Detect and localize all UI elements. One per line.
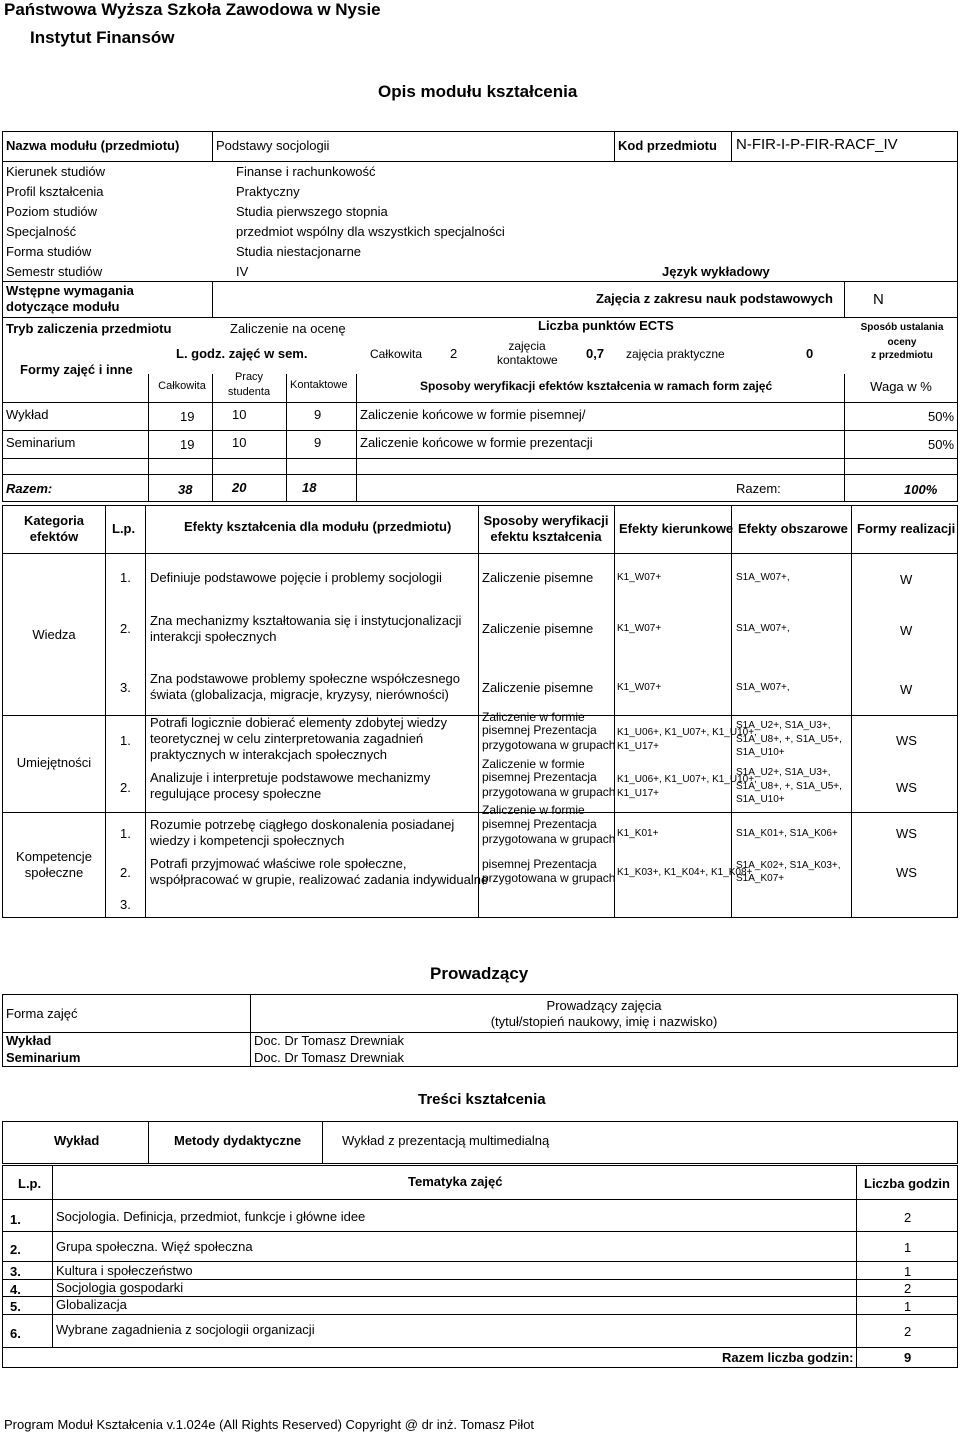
outcome-text-line1: Potrafi logicznie dobierać elementy zdobytej wiedzy	[150, 715, 447, 730]
semester-label: Semestr studiów	[6, 264, 103, 279]
topic-hours: 2	[904, 1324, 912, 1339]
methods-label: Metody dydaktyczne	[174, 1133, 302, 1148]
outcome-area-line1: S1A_K02+, S1A_K03+,	[736, 860, 841, 871]
class-work: 10	[232, 435, 247, 450]
grading-method-label-line3: z przedmiotu	[871, 350, 933, 361]
prerequisites-label-line2: dotyczące modułu	[6, 299, 120, 314]
topic-lp-header: L.p.	[18, 1176, 42, 1191]
outcome-text-line1: Potrafi przyjmować właściwe role społeczne,	[150, 856, 407, 871]
outcome-program: K1_W07+	[617, 682, 662, 693]
class-contact: 9	[314, 435, 322, 450]
outcome-lp: 3.	[120, 680, 131, 695]
area-effects-header: Efekty obszarowe	[738, 521, 848, 536]
outcome-area: S1A_K01+, S1A_K06+	[736, 828, 838, 839]
outcome-lp: 1.	[120, 733, 131, 748]
topic-lp: 2.	[10, 1242, 21, 1257]
outcome-verification-line3: przygotowana w grupach	[482, 832, 616, 846]
sum-contact: 18	[302, 480, 317, 495]
sum-label-2: Razem:	[736, 481, 781, 496]
outcome-lp: 1.	[120, 570, 131, 585]
class-forms-label: Formy zajęć i inne	[20, 362, 133, 377]
language-label: Język wykładowy	[662, 264, 770, 279]
category-header-line2: efektów	[29, 529, 79, 544]
sum-label: Razem:	[6, 481, 53, 496]
outcome-area-line1: S1A_U2+, S1A_U3+,	[736, 767, 831, 778]
school-name: Państwowa Wyższa Szkoła Zawodowa w Nysie	[4, 0, 381, 19]
study-form-label: Forma studiów	[6, 244, 92, 259]
practical-label: zajęcia praktyczne	[626, 347, 725, 361]
outcome-verification-line2: przygotowana w grupach	[482, 871, 616, 885]
outcome-text: Definiuje podstawowe pojęcie i problemy socjologii	[150, 570, 442, 585]
topic-hours: 1	[904, 1299, 912, 1314]
prerequisites-label-line1: Wstępne wymagania	[6, 283, 134, 298]
methods-value: Wykład z prezentacją multimedialną	[342, 1133, 550, 1148]
ects-total-label: Całkowita	[370, 347, 423, 361]
teacher-header-line1: Prowadzący zajęcia	[546, 998, 662, 1013]
specialty-label: Specjalność	[6, 224, 77, 239]
category-header-line1: Kategoria	[24, 513, 84, 528]
outcome-area-line2: S1A_K07+	[736, 873, 785, 884]
topic-hours-header: Liczba godzin	[864, 1176, 950, 1191]
topic-text: Wybrane zagadnienia z socjologii organizacji	[56, 1322, 315, 1337]
col-work-label-line1: Pracy	[234, 371, 264, 383]
weight-label: Waga w %	[870, 379, 932, 394]
outcome-text-line2: świata (globalizacja, migracje, kryzysy, nierówności)	[150, 687, 449, 702]
grading-method-label-line2: oceny	[887, 337, 917, 348]
col-work-label-line2: studenta	[227, 386, 271, 398]
outcome-verification-line1: Zaliczenie w formie	[482, 757, 585, 771]
topic-hours: 1	[904, 1240, 912, 1255]
topic-lp: 5.	[10, 1299, 21, 1314]
contact-label-line1: zajęcia	[508, 339, 546, 353]
class-contact: 9	[314, 407, 322, 422]
outcome-program-line1: K1_U06+, K1_U07+, K1_U10+,	[617, 774, 757, 785]
topic-lp: 1.	[10, 1212, 21, 1227]
study-form-value: Studia niestacjonarne	[236, 244, 362, 259]
ects-label: Liczba punktów ECTS	[538, 318, 674, 333]
class-total: 19	[180, 437, 195, 452]
basic-sciences-label: Zajęcia z zakresu nauk podstawowych	[596, 291, 833, 306]
specialty-value: przedmiot wspólny dla wszystkich specjalności	[236, 224, 505, 239]
topic-lp: 3.	[10, 1264, 21, 1279]
outcome-lp: 3.	[120, 897, 131, 912]
outcome-area-line3: S1A_U10+	[736, 794, 785, 805]
outcome-lp: 2.	[120, 621, 131, 636]
category-competences-line1: Kompetencje	[16, 849, 92, 864]
category-skills: Umiejętności	[16, 755, 92, 770]
class-work: 10	[232, 407, 247, 422]
assessment-mode-label: Tryb zaliczenia przedmiotu	[6, 321, 172, 336]
topic-text: Globalizacja	[56, 1297, 127, 1312]
col-total-label: Całkowita	[158, 380, 206, 392]
outcome-lp: 2.	[120, 865, 131, 880]
document-title: Opis modułu kształcenia	[378, 82, 578, 101]
outcome-area-line2: S1A_U8+, +, S1A_U5+,	[736, 781, 842, 792]
teacher-header-line2: (tytuł/stopień naukowy, imię i nazwisko)	[490, 1014, 718, 1029]
outcome-program-line2: K1_U17+	[617, 788, 659, 799]
class-name: Seminarium	[6, 435, 76, 450]
hours-sum-label: Razem liczba godzin:	[722, 1350, 854, 1365]
category-knowledge: Wiedza	[32, 627, 76, 642]
outcome-verification-line2: pisemnej Prezentacja	[482, 770, 597, 784]
outcome-verification-line1: Zaliczenie w formie	[482, 710, 585, 724]
outcome-area: S1A_W07+,	[736, 682, 790, 693]
module-name-label: Nazwa modułu (przedmiotu)	[6, 138, 180, 153]
topic-text: Socjologia. Definicja, przedmiot, funkcje i główne idee	[56, 1209, 366, 1224]
class-total: 19	[180, 409, 195, 424]
topic-hours: 2	[904, 1281, 912, 1296]
outcome-verification-line2: pisemnej Prezentacja	[482, 817, 597, 831]
teacher-name: Doc. Dr Tomasz Drewniak	[254, 1033, 405, 1048]
outcome-text-line3: praktycznych w interakcjach społecznych	[150, 747, 387, 762]
field-label: Kierunek studiów	[6, 164, 105, 179]
level-label: Poziom studiów	[6, 204, 98, 219]
teacher-form: Wykład	[6, 1033, 52, 1048]
outcome-text-line1: Rozumie potrzebę ciągłego doskonalenia posiadanej	[150, 817, 455, 832]
outcome-verification: Zaliczenie pisemne	[482, 680, 594, 695]
outcome-form: WS	[896, 733, 917, 748]
level-value: Studia pierwszego stopnia	[236, 204, 388, 219]
outcome-verification-line2: pisemnej Prezentacja	[482, 723, 597, 737]
class-weight: 50%	[928, 409, 955, 424]
category-competences-line2: społeczne	[24, 865, 84, 880]
outcome-program: K1_K03+, K1_K04+, K1_K08+	[617, 867, 753, 878]
topic-hours: 1	[904, 1264, 912, 1279]
institute-name: Instytut Finansów	[30, 28, 175, 47]
outcome-text-line2: teoretycznej w celu zinterpretowania zagadnień	[150, 731, 424, 746]
teacher-form-header: Forma zajęć	[6, 1006, 78, 1021]
hours-label: L. godz. zajęć w sem.	[176, 346, 308, 361]
verification-header: Sposoby weryfikacji efektów kształcenia w ramach form zajęć	[420, 379, 773, 393]
outcome-form: WS	[896, 826, 917, 841]
topic-text: Socjologia gospodarki	[56, 1280, 184, 1295]
profile-value: Praktyczny	[236, 184, 300, 199]
lp-header: L.p.	[112, 521, 136, 536]
outcome-area: S1A_W07+,	[736, 623, 790, 634]
topic-hours: 2	[904, 1210, 912, 1225]
outcome-text-line2: współpracować w grupie, realizować zadania indywidualne	[150, 872, 489, 887]
ects-total-value: 2	[450, 346, 458, 361]
outcome-form: WS	[896, 865, 917, 880]
outcome-area: S1A_W07+,	[736, 572, 790, 583]
module-code-label: Kod przedmiotu	[618, 138, 717, 153]
outcome-text-line2: interakcji społecznych	[150, 629, 277, 644]
outcome-program: K1_W07+	[617, 623, 662, 634]
teachers-title: Prowadzący	[430, 964, 529, 983]
outcome-program: K1_W07+	[617, 572, 662, 583]
topic-header: Tematyka zajęć	[408, 1174, 503, 1189]
outcome-program-line1: K1_U06+, K1_U07+, K1_U10+,	[617, 727, 757, 738]
contact-label-line2: kontaktowe	[497, 353, 558, 367]
class-verification: Zaliczenie końcowe w formie prezentacji	[360, 435, 593, 450]
profile-label: Profil kształcenia	[6, 184, 104, 199]
semester-value: IV	[236, 264, 249, 279]
topic-text: Kultura i społeczeństwo	[56, 1263, 193, 1278]
outcome-program-line2: K1_U17+	[617, 741, 659, 752]
outcome-text-line2: wiedzy i kompetencji społecznych	[150, 833, 345, 848]
outcome-text-line1: Zna podstawowe problemy społeczne współczesnego	[150, 671, 461, 686]
col-contact-label: Kontaktowe	[290, 379, 348, 391]
program-effects-header: Efekty kierunkowe	[619, 521, 734, 536]
topic-lp: 4.	[10, 1282, 21, 1297]
sum-total: 38	[178, 482, 193, 497]
grading-method-label-line1: Sposób ustalania	[860, 322, 944, 333]
outcome-program: K1_K01+	[617, 828, 659, 839]
class-name: Wykład	[6, 407, 49, 422]
outcome-text-line1: Analizuje i interpretuje podstawowe mechanizmy	[150, 770, 431, 785]
forms-header: Formy realizacji	[857, 521, 956, 536]
assessment-mode-value: Zaliczenie na ocenę	[230, 321, 346, 336]
topic-text: Grupa społeczna. Więź społeczna	[56, 1239, 253, 1254]
field-value: Finanse i rachunkowość	[236, 164, 376, 179]
outcome-form: W	[900, 682, 913, 697]
ects-practical-value: 0	[806, 346, 814, 361]
ects-contact-value: 0,7	[586, 346, 605, 361]
topic-lp: 6.	[10, 1326, 21, 1341]
outcome-form: W	[900, 623, 913, 638]
hours-sum-value: 9	[904, 1350, 912, 1365]
verification-header-line1: Sposoby weryfikacji	[483, 513, 609, 528]
content-title: Treści kształcenia	[418, 1091, 546, 1108]
class-weight: 50%	[928, 437, 955, 452]
outcome-verification: Zaliczenie pisemne	[482, 621, 594, 636]
outcome-area-line2: S1A_U8+, +, S1A_U5+,	[736, 734, 842, 745]
sum-work: 20	[232, 480, 247, 495]
basic-sciences-value: N	[873, 291, 884, 308]
content-form-label: Wykład	[54, 1133, 100, 1148]
outcome-area-line3: S1A_U10+	[736, 747, 785, 758]
outcome-verification-line3: przygotowana w grupach	[482, 785, 616, 799]
outcome-form: W	[900, 572, 913, 587]
verification-header-line2: efektu kształcenia	[490, 529, 602, 544]
sum-weight: 100%	[904, 482, 938, 497]
outcome-text-line2: regulujące procesy społeczne	[150, 786, 322, 801]
outcome-verification-line1: Zaliczenie w formie	[482, 803, 585, 817]
module-code-value: N-FIR-I-P-FIR-RACF_IV	[736, 136, 898, 153]
outcome-verification: Zaliczenie pisemne	[482, 570, 594, 585]
outcome-form: WS	[896, 780, 917, 795]
footer-copyright: Program Moduł Kształcenia v.1.024e (All Rights Reserved) Copyright @ dr inż. Tomasz Piłot	[4, 1417, 535, 1432]
outcome-verification-line3: przygotowana w grupach	[482, 738, 616, 752]
module-name-value: Podstawy socjologii	[216, 138, 330, 153]
outcome-lp: 2.	[120, 780, 131, 795]
teacher-name: Doc. Dr Tomasz Drewniak	[254, 1050, 405, 1065]
effects-header: Efekty kształcenia dla modułu (przedmiotu)	[184, 519, 452, 534]
outcome-area-line1: S1A_U2+, S1A_U3+,	[736, 720, 831, 731]
outcome-lp: 1.	[120, 826, 131, 841]
teacher-form: Seminarium	[6, 1050, 81, 1065]
outcome-verification-line1: pisemnej Prezentacja	[482, 857, 597, 871]
outcome-text-line1: Zna mechanizmy kształtowania się i instytucjonalizacji	[150, 613, 462, 628]
class-verification: Zaliczenie końcowe w formie pisemnej/	[360, 407, 586, 422]
